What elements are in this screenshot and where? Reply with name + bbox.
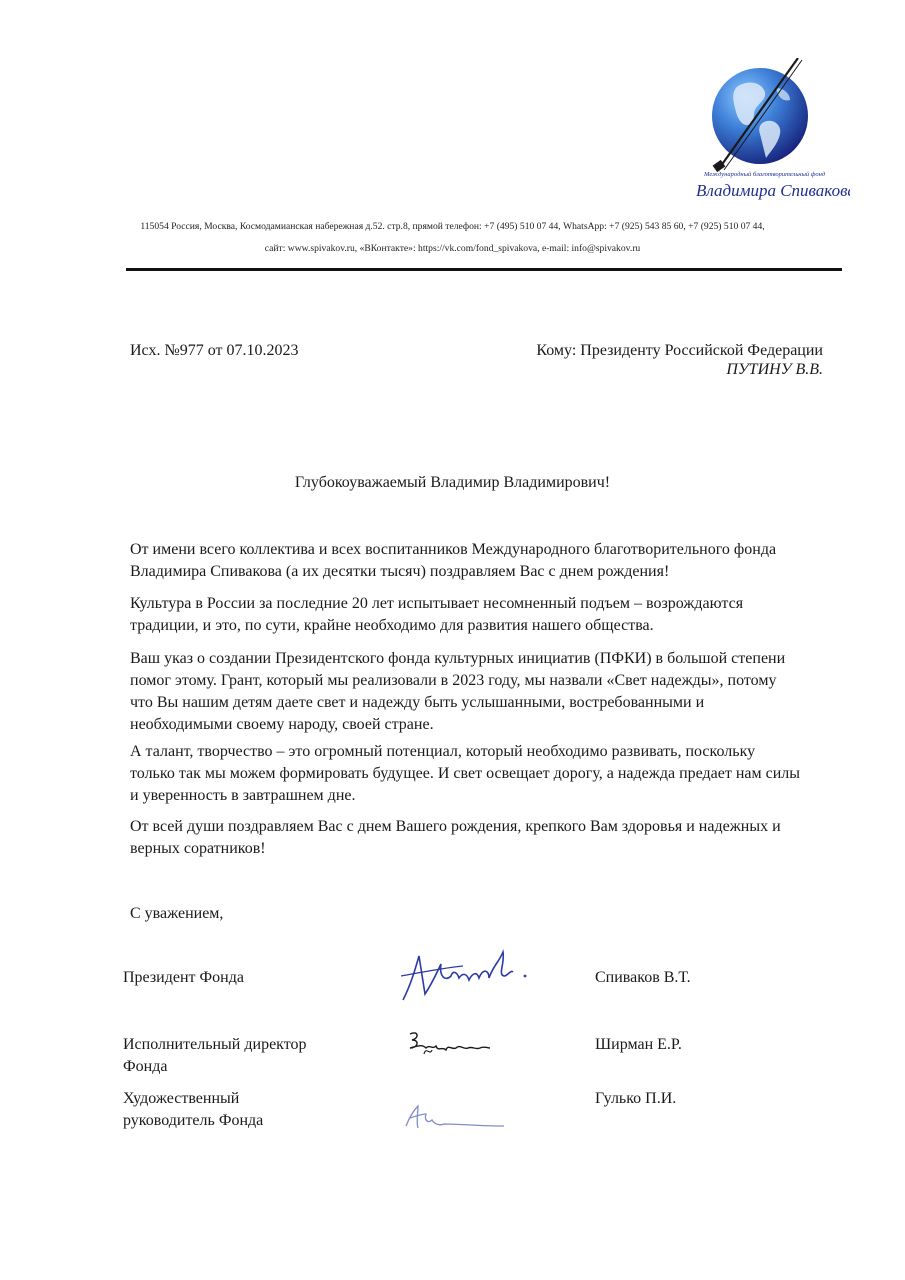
- svg-text:Международный благотворительны: Международный благотворительный фонд: [704, 171, 826, 178]
- globe-violin-bow-icon: [690, 58, 850, 208]
- foundation-logo: [690, 58, 850, 208]
- closing: С уважением,: [130, 905, 224, 922]
- signatory-role: Художественный руководитель Фонда: [123, 1090, 264, 1129]
- recipient-name: ПУТИНУ В.В.: [726, 361, 823, 378]
- svg-text:Владимира Спивакова: Владимира Спивакова: [696, 181, 850, 200]
- signature-shirman: [404, 1026, 494, 1062]
- outgoing-reference: Исх. №977 от 07.10.2023: [130, 342, 299, 359]
- contact-line-address: 115054 Россия, Москва, Космодамианская набережная д.52. стр.8, прямой телефон: +7 (495) 510 07 44, WhatsApp: +7 (925) 543 85 60, +7 (925) 510 07 44,: [140, 221, 765, 232]
- body-paragraph: А талант, творчество – это огромный потенциал, который необходимо развивать, поскольку только так мы можем формировать будущее. И свет освещает дорогу, а надежда предает нам силы и уверенность в завтрашнем дне.: [130, 743, 801, 804]
- body-paragraph: От всей души поздравляем Вас с днем Вашего рождения, крепкого Вам здоровья и надежных и верных соратников!: [130, 818, 781, 857]
- signatory-name: Ширман Е.Р.: [595, 1036, 682, 1053]
- header-divider: [126, 268, 842, 271]
- body-paragraph: Культура в России за последние 20 лет испытывает несомненный подъем – возрождаются традиции, и это, по сути, крайне необходимо для развития нашего общества.: [130, 595, 744, 634]
- signature-spivakov: [393, 942, 533, 1007]
- signatory-role: Исполнительный директор Фонда: [123, 1036, 307, 1075]
- contact-line-web: сайт: www.spivakov.ru, «ВКонтакте»: https://vk.com/fond_spivakova, e-mail: info@spivakov.ru: [264, 243, 641, 254]
- body-paragraph: Ваш указ о создании Президентского фонда культурных инициатив (ПФКИ) в большой степени помог этому. Грант, который мы реализовали в 2023 году, мы назвали «Свет надежды», потому что Вы нашим детям даете свет и надежду быть услышанными, востребованными и необходимыми своему народу, своей стране.: [130, 650, 786, 733]
- signatory-name: Гулько П.И.: [595, 1090, 677, 1107]
- signatory-role: Президент Фонда: [123, 969, 244, 986]
- recipient-title: Кому: Президенту Российской Федерации: [536, 342, 823, 359]
- body-paragraph: От имени всего коллектива и всех воспитанников Международного благотворительного фонда Владимира Спивакова (а их десятки тысяч) поздравляем Вас с днем рождения!: [130, 541, 777, 580]
- greeting: Глубокоуважаемый Владимир Владимирович!: [294, 474, 611, 491]
- signatory-name: Спиваков В.Т.: [595, 969, 691, 986]
- signature-gulko: [400, 1102, 508, 1132]
